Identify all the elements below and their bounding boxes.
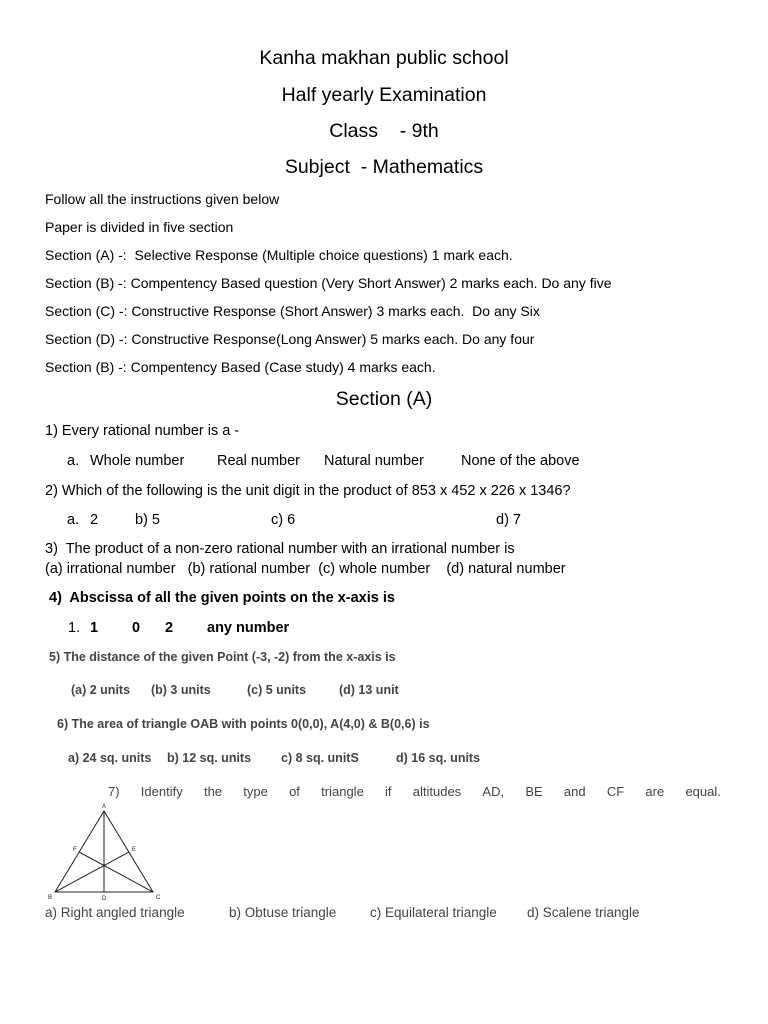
q7-word: if <box>385 784 392 799</box>
q7-word: 7) <box>108 784 120 799</box>
question-5: 5) The distance of the given Point (-3, -2) from the x-axis is <box>49 650 396 664</box>
q1-option: None of the above <box>461 453 580 469</box>
q1-option: Whole number <box>90 453 185 469</box>
q7-word: Identify <box>140 784 183 799</box>
q7-word: AD, <box>482 784 505 799</box>
q7-word: equal. <box>685 784 721 799</box>
exam-title: Half yearly Examination <box>281 84 487 106</box>
q6-option: c) 8 sq. unitS <box>281 751 359 765</box>
q7-option: a) Right angled triangle <box>45 905 185 920</box>
q7-word: the <box>203 784 223 799</box>
q6-option: d) 16 sq. units <box>396 751 481 765</box>
altitude-cf <box>79 852 153 892</box>
q7-word: CF <box>606 784 625 799</box>
q1-option: Real number <box>217 453 301 469</box>
q5-option: (d) 13 unit <box>339 683 399 697</box>
q2-option: b) 5 <box>135 512 160 528</box>
q7-word: triangle <box>321 784 364 799</box>
q4-option: 1 <box>90 620 99 636</box>
q1-option: Natural number <box>324 453 424 469</box>
q2-option: 2 <box>90 512 99 528</box>
subject-label: Subject - Mathematics <box>284 156 484 178</box>
class-label: Class - 9th <box>329 120 439 142</box>
question-7 <box>108 784 721 799</box>
question-3: 3) The product of a non-zero rational number with an irrational number is <box>45 541 515 557</box>
q5-option: (a) 2 units <box>71 683 131 697</box>
q5-option: (b) 3 units <box>151 683 211 697</box>
instruction-line: Section (A) -: Selective Response (Multiple choice questions) 1 mark each. <box>45 247 513 263</box>
q4-option: any number <box>207 620 290 636</box>
q7-option: b) Obtuse triangle <box>229 905 337 920</box>
q4-option: 2 <box>165 620 174 636</box>
label-e: E <box>132 847 137 853</box>
q4-option: 0 <box>132 620 141 636</box>
triangle-figure <box>45 800 163 902</box>
school-name: Kanha makhan public school <box>259 47 509 69</box>
q7-word: type <box>243 784 268 799</box>
q7-word: are <box>645 784 665 799</box>
q7-word: and <box>563 784 586 799</box>
q6-option: b) 12 sq. units <box>167 751 252 765</box>
q3-options: (a) irrational number (b) rational number (c) whole number (d) natural number <box>45 561 566 577</box>
question-4: 4) Abscissa of all the given points on the x-axis is <box>49 590 395 606</box>
instruction-line: Paper is divided in five section <box>45 219 234 235</box>
q4-marker: 1. <box>68 620 81 636</box>
q1-marker: a. <box>67 453 80 469</box>
q6-option: a) 24 sq. units <box>68 751 152 765</box>
question-2: 2) Which of the following is the unit digit in the product of 853 x 452 x 226 x 1346? <box>45 483 571 499</box>
instruction-line: Section (C) -: Constructive Response (Short Answer) 3 marks each. Do any Six <box>45 303 540 319</box>
q7-word: BE <box>525 784 543 799</box>
q5-option: (c) 5 units <box>247 683 307 697</box>
q7-word: altitudes <box>412 784 462 799</box>
q7-option: d) Scalene triangle <box>527 905 640 920</box>
label-b: B <box>48 895 53 901</box>
instruction-line: Follow all the instructions given below <box>45 191 280 207</box>
section-title: Section (A) <box>335 388 433 410</box>
altitude-be <box>55 852 129 892</box>
label-a: A <box>102 804 107 810</box>
instruction-line: Section (B) -: Compentency Based (Case study) 4 marks each. <box>45 359 436 375</box>
question-6: 6) The area of triangle OAB with points 0(0,0), A(4,0) & B(0,6) is <box>57 717 430 731</box>
instruction-line: Section (D) -: Constructive Response(Long Answer) 5 marks each. Do any four <box>45 331 535 347</box>
q2-option: d) 7 <box>496 512 521 528</box>
q7-option: c) Equilateral triangle <box>370 905 497 920</box>
instruction-line: Section (B) -: Compentency Based question (Very Short Answer) 2 marks each. Do any five <box>45 275 612 291</box>
label-d: D <box>102 896 107 902</box>
q2-option: c) 6 <box>271 512 296 528</box>
question-1: 1) Every rational number is a - <box>45 423 240 439</box>
label-f: F <box>73 847 77 853</box>
label-c: C <box>156 895 161 901</box>
q2-marker: a. <box>67 512 80 528</box>
q7-word: of <box>289 784 300 799</box>
